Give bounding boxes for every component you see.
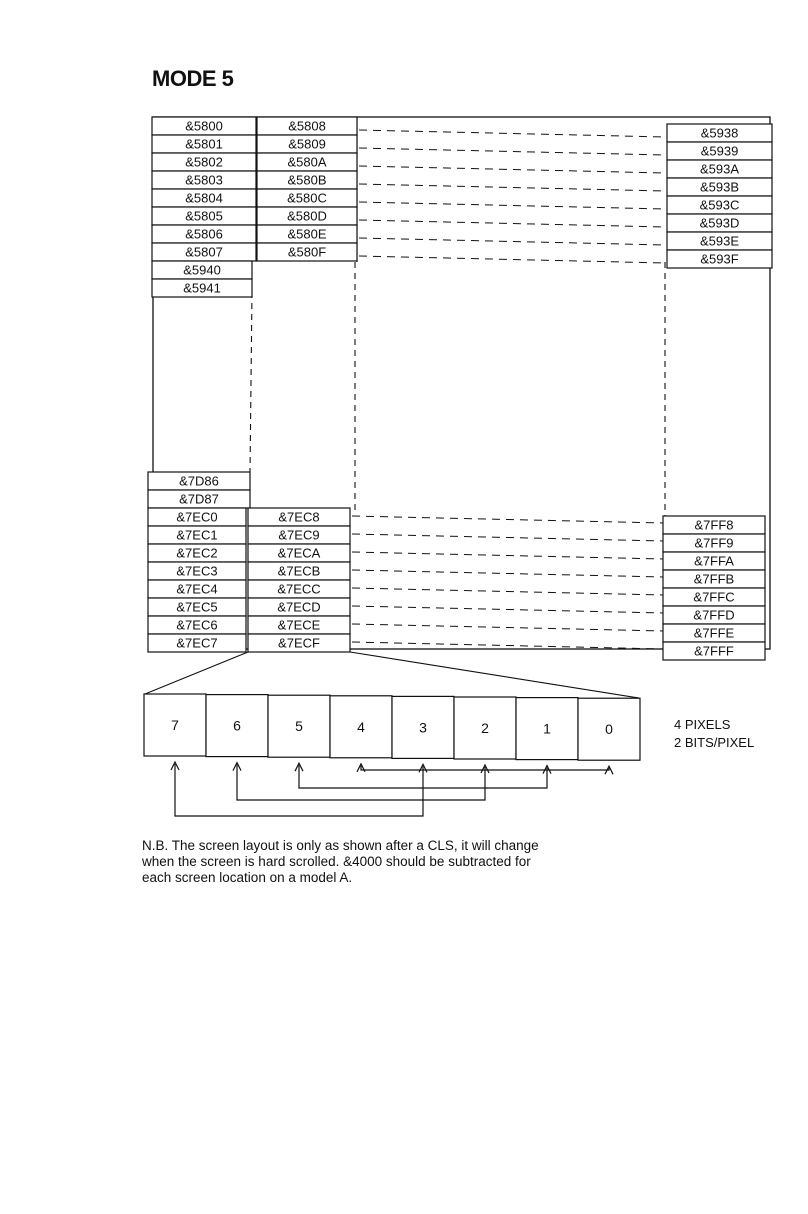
- memory-address-label: &580F: [287, 244, 327, 260]
- memory-address-label: &593A: [699, 161, 740, 177]
- memory-address-label: &7EC8: [278, 509, 320, 525]
- bit-cell: [578, 698, 640, 760]
- memory-address-label: &7ECF: [278, 635, 320, 651]
- memory-cell-col1: [152, 189, 256, 207]
- memory-cell-col-last: [663, 570, 765, 588]
- row-connector: [352, 624, 663, 631]
- row-connector: [352, 552, 663, 559]
- memory-address-label: &593B: [699, 179, 740, 195]
- memory-address-label: &7EC5: [176, 599, 218, 615]
- row-connector: [359, 238, 666, 245]
- row-connector: [359, 220, 666, 227]
- memory-address-label: &7EC0: [176, 509, 218, 525]
- row-connector: [352, 606, 663, 613]
- row-connector: [359, 184, 666, 191]
- memory-address-label: &7EC2: [176, 545, 218, 561]
- memory-address-label: &580D: [287, 208, 327, 224]
- memory-address-label: &593C: [699, 197, 740, 213]
- pixels-label: 4 PIXELS: [674, 717, 731, 732]
- memory-address-label: &7FFA: [694, 553, 734, 569]
- memory-cell-col-last: [663, 552, 765, 570]
- memory-cell-col2: [257, 171, 357, 189]
- memory-cell-col2: [248, 526, 350, 544]
- memory-address-label: &5807: [185, 244, 223, 260]
- memory-cell-col2: [248, 544, 350, 562]
- memory-address-label: &7ECD: [277, 599, 321, 615]
- memory-address-label: &580B: [287, 172, 327, 188]
- memory-cell-col1: [152, 207, 256, 225]
- bit-number-label: 5: [295, 718, 303, 735]
- memory-cell-col1: [148, 598, 246, 616]
- memory-cell-col2: [248, 580, 350, 598]
- memory-cell-col1: [152, 135, 256, 153]
- column-divider-dashed: [250, 292, 252, 472]
- memory-cell-col-last: [663, 534, 765, 552]
- bit-cell: [268, 695, 330, 757]
- memory-cell-col-last: [663, 642, 765, 660]
- memory-address-label: &7D87: [179, 491, 219, 507]
- memory-cell-col1: [152, 243, 256, 261]
- memory-address-label: &7FFB: [693, 571, 735, 587]
- memory-address-label: &5802: [185, 154, 223, 170]
- bit-pair-arrows: [171, 762, 613, 816]
- memory-cell-col1: [152, 171, 256, 189]
- memory-cell-col2: [257, 243, 357, 261]
- memory-cell-col-last: [667, 196, 772, 214]
- memory-cell-col2: [248, 598, 350, 616]
- row-connector-dashes: [352, 130, 666, 649]
- memory-address-label: &5804: [185, 190, 223, 206]
- memory-address-label: &580E: [287, 226, 327, 242]
- bit-number-label: 0: [605, 721, 613, 738]
- row-connector: [359, 148, 666, 155]
- memory-cell-col1: [148, 580, 246, 598]
- memory-cell-col2: [257, 135, 357, 153]
- memory-address-label: &5939: [700, 143, 739, 159]
- bit-number-label: 3: [419, 719, 427, 736]
- zoom-line-left: [145, 652, 248, 694]
- memory-cell-col1: [148, 562, 246, 580]
- memory-cell-col1: [152, 279, 252, 297]
- memory-address-label: &7EC9: [278, 527, 320, 543]
- memory-cell-col-last: [667, 250, 772, 268]
- memory-cell-col2: [248, 562, 350, 580]
- memory-cell-col1: [152, 117, 256, 135]
- memory-address-label: &7EC7: [176, 635, 218, 651]
- memory-address-label: &7FFC: [693, 589, 735, 605]
- memory-cell-col-last: [663, 516, 765, 534]
- memory-cell-col2: [248, 634, 350, 652]
- bit-number-label: 1: [543, 720, 551, 737]
- page-title: MODE 5: [152, 66, 234, 91]
- row-connector: [352, 534, 663, 541]
- memory-cell-col1: [152, 261, 252, 279]
- memory-cell-col-last: [667, 142, 772, 160]
- row-connector: [359, 130, 666, 137]
- bit-cell: [144, 694, 206, 756]
- memory-cell-col2: [248, 508, 350, 526]
- memory-address-label: &5800: [185, 118, 223, 134]
- footnote: N.B. The screen layout is only as shown after a CLS, it will change when the screen is hard scrolled. &4000 should be subtracted for each screen location on a model A.: [142, 838, 539, 885]
- memory-cell-col2: [257, 189, 357, 207]
- memory-address-label: &7EC6: [176, 617, 218, 633]
- memory-cell-col2: [248, 616, 350, 634]
- memory-address-label: &7FFE: [693, 625, 735, 641]
- memory-cell-col-last: [667, 178, 772, 196]
- memory-cell-col1: [148, 634, 246, 652]
- bit-cell: [454, 697, 516, 759]
- memory-address-label: &5806: [185, 226, 223, 242]
- memory-address-label: &7D86: [179, 473, 219, 489]
- memory-cell-col-last: [667, 214, 772, 232]
- bit-number-label: 7: [171, 717, 179, 733]
- memory-address-label: &5809: [288, 136, 326, 152]
- memory-address-label: &7FFF: [694, 643, 734, 659]
- memory-cell-col2: [257, 225, 357, 243]
- memory-cell-col2: [257, 207, 357, 225]
- memory-cell-col1: [148, 472, 250, 490]
- memory-address-label: &7EC1: [176, 527, 218, 543]
- zoom-line-right: [350, 652, 639, 698]
- memory-address-label: &7ECC: [277, 581, 321, 597]
- memory-address-label: &7ECE: [277, 617, 321, 633]
- memory-address-label: &5941: [183, 280, 221, 296]
- memory-address-label: &7EC4: [176, 581, 218, 597]
- memory-address-label: &5801: [185, 136, 223, 152]
- bit-number-label: 6: [233, 717, 241, 734]
- memory-address-label: &5808: [288, 118, 326, 134]
- memory-address-label: &7EC3: [176, 563, 218, 579]
- memory-cell-col-last: [663, 624, 765, 642]
- bit-cell: [330, 696, 392, 758]
- row-connector: [352, 588, 663, 595]
- byte-zoom-lines: [145, 652, 639, 698]
- memory-address-label: &5940: [183, 262, 221, 278]
- memory-cell-col-last: [667, 124, 772, 142]
- bit-cell: [516, 698, 578, 760]
- bits-per-pixel-label: 2 BITS/PIXEL: [674, 735, 755, 750]
- memory-cell-col1: [148, 544, 246, 562]
- memory-cell-col1: [148, 490, 250, 508]
- memory-address-label: &580C: [287, 190, 327, 206]
- memory-address-label: &5938: [700, 125, 739, 141]
- memory-address-label: &7FFD: [693, 607, 735, 623]
- row-connector: [352, 570, 663, 577]
- memory-address-label: &593F: [700, 251, 739, 267]
- row-connector: [359, 166, 666, 173]
- bit-number-label: 2: [481, 720, 489, 736]
- memory-cell-col2: [257, 117, 357, 135]
- memory-address-label: &7FF9: [694, 535, 734, 551]
- pixel-info: [674, 716, 754, 752]
- byte-bits: [144, 694, 640, 760]
- memory-cell-col1: [148, 508, 246, 526]
- bit-cell: [206, 695, 268, 757]
- memory-address-label: &593E: [699, 233, 740, 249]
- memory-cell-col1: [152, 153, 256, 171]
- bit-cell: [392, 696, 454, 758]
- memory-cell-col1: [148, 526, 246, 544]
- memory-cell-col-last: [667, 160, 772, 178]
- row-connector: [359, 202, 666, 209]
- bit-number-label: 4: [357, 718, 365, 735]
- memory-address-label: &580A: [287, 154, 327, 170]
- row-connector: [352, 516, 663, 523]
- memory-cell-col1: [148, 616, 246, 634]
- memory-address-label: &5803: [185, 172, 223, 188]
- memory-cell-col-last: [667, 232, 772, 250]
- memory-cells: [148, 117, 772, 660]
- memory-cell-col1: [152, 225, 256, 243]
- row-connector: [359, 256, 666, 263]
- memory-address-label: &5805: [185, 208, 223, 224]
- row-connector: [352, 642, 663, 649]
- memory-cell-col2: [257, 153, 357, 171]
- memory-address-label: &7ECA: [277, 545, 321, 561]
- memory-address-label: &7ECB: [277, 563, 321, 579]
- memory-cell-col-last: [663, 588, 765, 606]
- memory-address-label: &7FF8: [694, 517, 734, 533]
- memory-cell-col-last: [663, 606, 765, 624]
- memory-address-label: &593D: [699, 215, 740, 231]
